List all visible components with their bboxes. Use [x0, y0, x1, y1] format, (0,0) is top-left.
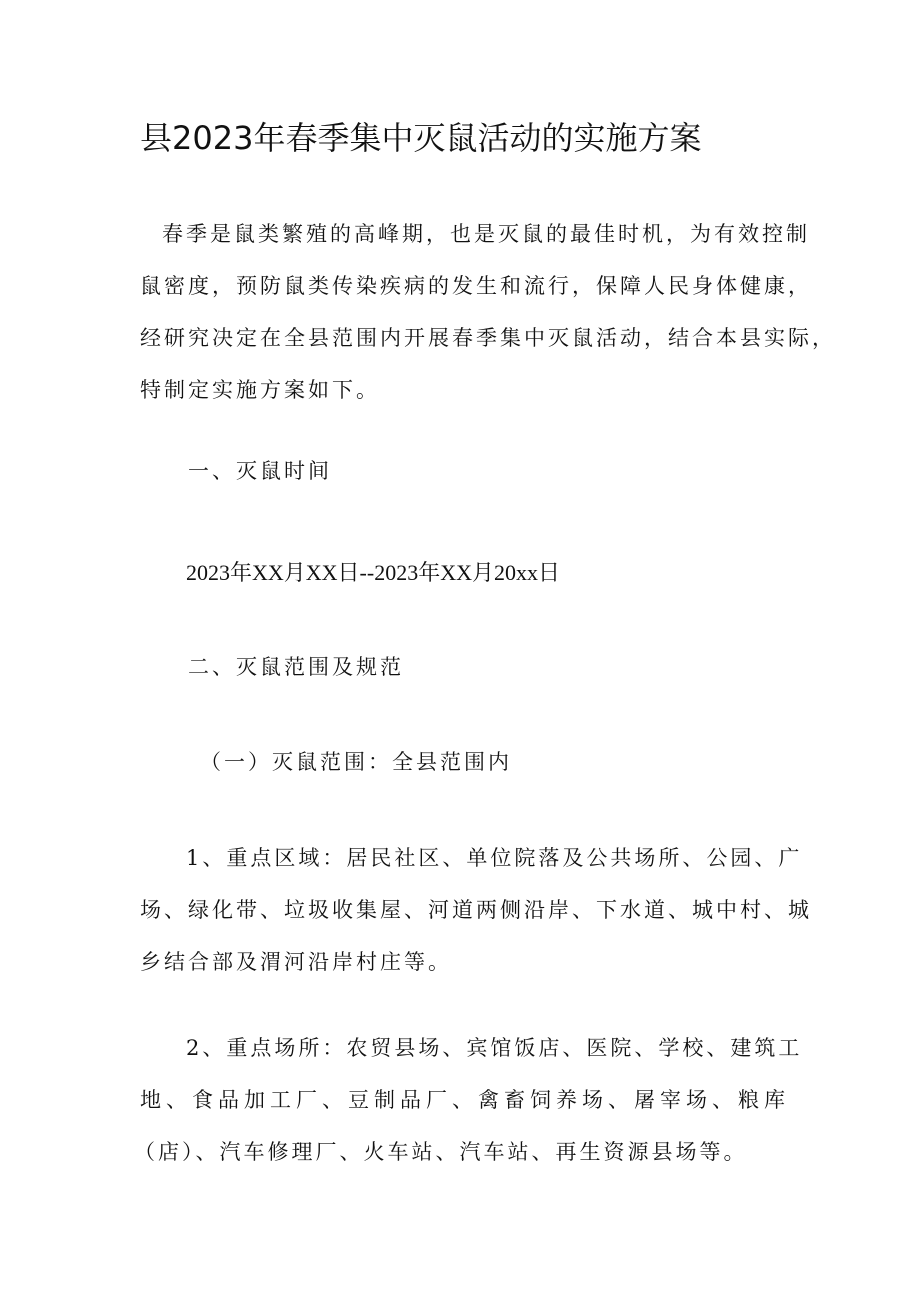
- section1-heading: 一、灭鼠时间: [188, 459, 332, 483]
- intro-line: 春季是鼠类繁殖的高峰期，也是灭鼠的最佳时机，为有效控制: [162, 222, 810, 246]
- intro-line: 鼠密度，预防鼠类传染疾病的发生和流行，保障人民身体健康，: [140, 274, 812, 298]
- section2-heading: 二、灭鼠范围及规范: [188, 655, 404, 679]
- item1-line: 1、重点区域：居民社区、单位院落及公共场所、公园、广: [186, 846, 803, 870]
- intro-line: 经研究决定在全县范围内开展春季集中灭鼠活动，结合本县实际，: [140, 326, 836, 350]
- item2-line: 地、食品加工厂、豆制品厂、禽畜饲养场、屠宰场、粮库: [140, 1088, 790, 1112]
- item1-line: 场、绿化带、垃圾收集屋、河道两侧沿岸、下水道、城中村、城: [140, 898, 812, 922]
- intro-line: 特制定实施方案如下。: [140, 378, 380, 402]
- subsection1-heading: （一）灭鼠范围：全县范围内: [200, 750, 512, 774]
- item1-paragraph: [140, 832, 812, 988]
- item2-paragraph: [134, 1022, 803, 1178]
- item1-line: 乡结合部及渭河沿岸村庄等。: [140, 950, 452, 974]
- intro-paragraph: [140, 208, 836, 416]
- item2-line: （店）、汽车修理厂、火车站、汽车站、再生资源县场等。: [134, 1140, 748, 1164]
- section1-dates: 2023年XX月XX日--2023年XX月20xx日: [186, 560, 560, 585]
- item2-line: 2、重点场所：农贸县场、宾馆饭店、医院、学校、建筑工: [186, 1036, 803, 1060]
- document-title: 县2023年春季集中灭鼠活动的实施方案: [140, 119, 702, 157]
